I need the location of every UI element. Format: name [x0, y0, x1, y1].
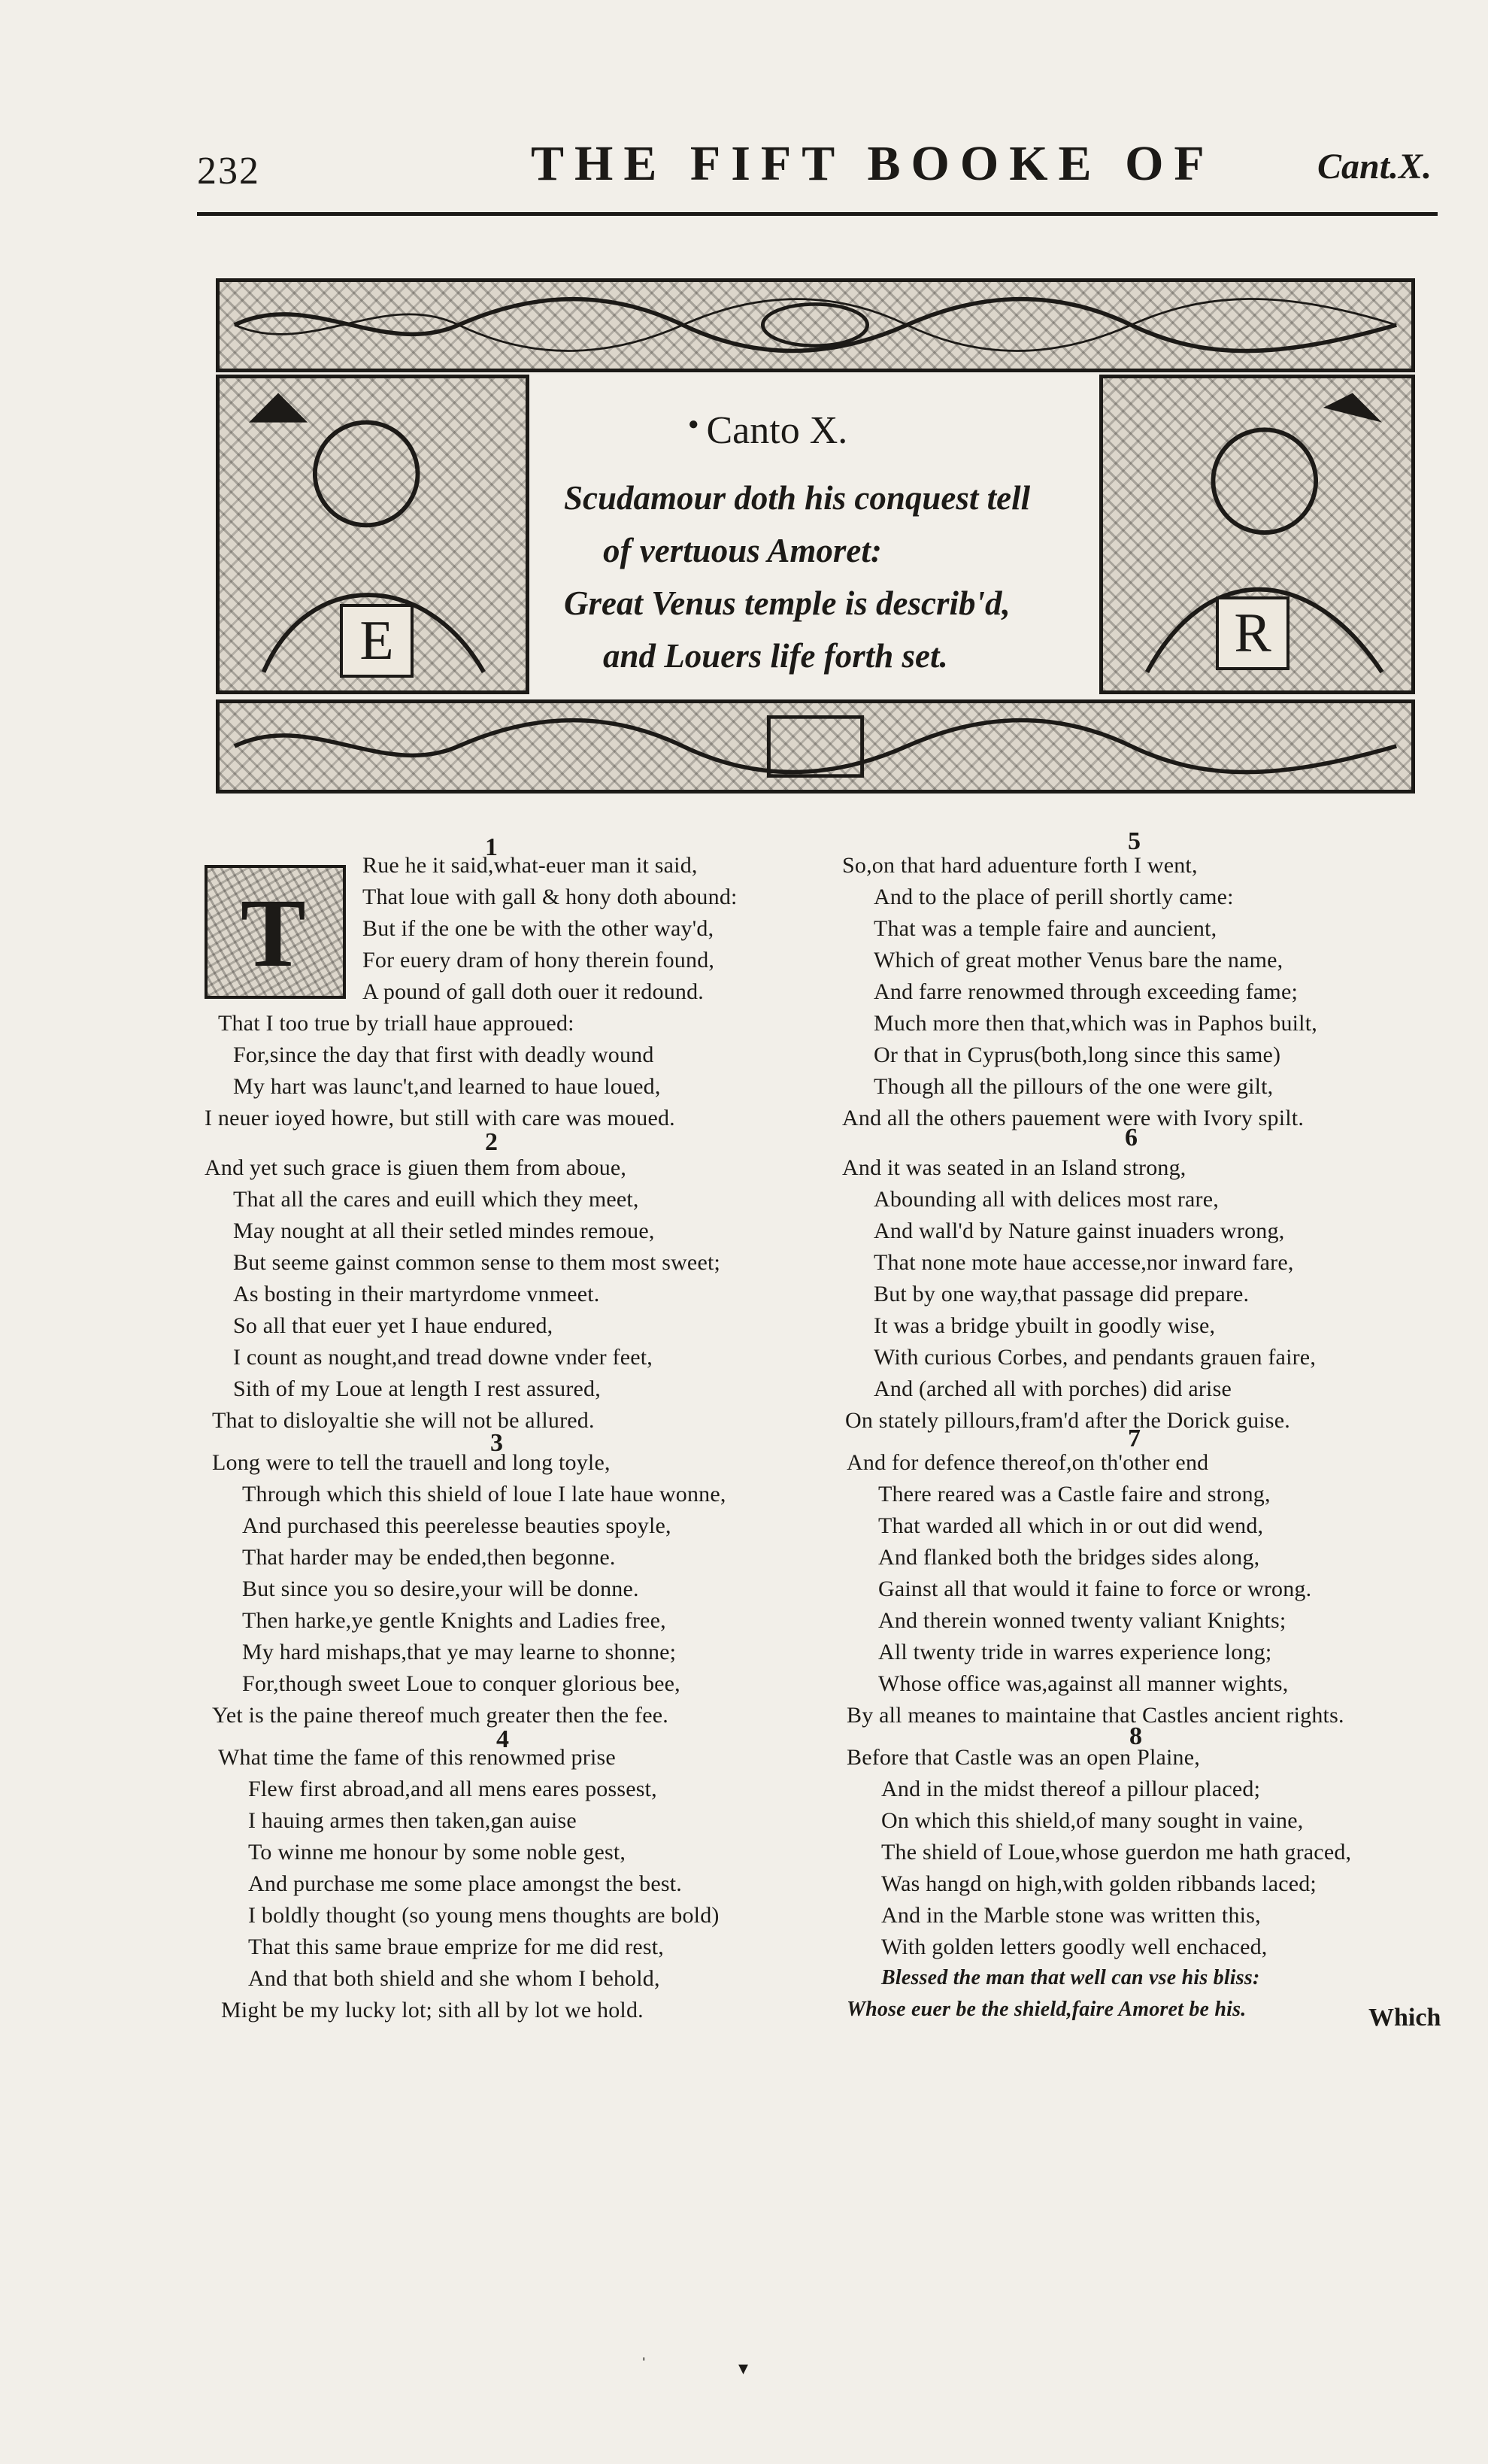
verse-line: I count as nought,and tread downe vnder feet, — [233, 1345, 653, 1370]
scroll-vine-ornament — [220, 282, 1411, 369]
verse-line: All twenty tride in warres experience long; — [878, 1640, 1272, 1664]
verse-line: But seeme gainst common sense to them most sweet; — [233, 1250, 721, 1275]
stanza-number: 1 — [485, 833, 498, 861]
verse-line: And purchased this peerelesse beauties spoyle, — [242, 1513, 671, 1538]
verse-line: What time the fame of this renowmed prise — [218, 1745, 616, 1770]
ornament-initial-left: E — [340, 604, 414, 678]
verse-line: And that both shield and she whom I behold, — [248, 1966, 660, 1991]
verse-line: A pound of gall doth ouer it redound. — [362, 979, 705, 1004]
running-title: THE FIFT BOOKE OF — [531, 136, 1215, 191]
verse-line: And for defence thereof,on th'other end — [847, 1450, 1209, 1475]
verse-line: That was a temple faire and auncient, — [874, 916, 1217, 941]
verse-line: But by one way,that passage did prepare. — [874, 1282, 1250, 1306]
drop-cap — [205, 865, 346, 999]
verse-line: Through which this shield of loue I late haue wonne, — [242, 1482, 726, 1507]
ornament-left-panel — [216, 375, 529, 694]
verse-line: Sith of my Loue at length I rest assured, — [233, 1376, 601, 1401]
ornament-right-panel — [1099, 375, 1415, 694]
verse-line: Flew first abroad,and all mens eares possest, — [248, 1777, 657, 1801]
catchword: Which — [1368, 2004, 1441, 2032]
verse-line: Was hangd on high,with golden ribbands laced; — [881, 1871, 1317, 1896]
verse-line: So,on that hard aduenture forth I went, — [842, 853, 1198, 878]
verse-line: On stately pillours,fram'd after the Dorick guise. — [845, 1408, 1290, 1433]
verse-line: For,since the day that first with deadly wound — [233, 1042, 654, 1067]
verse-line: And flanked both the bridges sides along, — [878, 1545, 1260, 1570]
verse-line: And all the others pauement were with Ivory spilt. — [842, 1106, 1305, 1130]
verse-line: That all the cares and euill which they meet, — [233, 1187, 639, 1212]
verse-line: Gainst all that would it faine to force or wrong. — [878, 1576, 1312, 1601]
argument-line: and Louers life forth set. — [603, 637, 948, 675]
ornament-top-band — [216, 278, 1415, 372]
verse-line: For euery dram of hony therein found, — [362, 948, 715, 973]
argument-line: Scudamour doth his conquest tell — [564, 479, 1031, 517]
verse-line: And it was seated in an Island strong, — [842, 1155, 1186, 1180]
verse-line: I hauing armes then taken,gan auise — [248, 1808, 577, 1833]
verse-line: And yet such grace is giuen them from aboue, — [205, 1155, 627, 1180]
drop-cap-letter: T — [241, 879, 306, 988]
verse-line: Whose office was,against all manner wights, — [878, 1671, 1289, 1696]
verse-line: Rue he it said,what-euer man it said, — [362, 853, 698, 878]
stanza-number: 4 — [496, 1725, 509, 1753]
stanza-number: 7 — [1128, 1425, 1141, 1452]
canto-title — [688, 408, 847, 453]
stanza-number: 3 — [490, 1429, 503, 1457]
motto-line: Whose euer be the shield,faire Amoret be his. — [847, 1998, 1247, 2021]
verse-line: As bosting in their martyrdome vnmeet. — [233, 1282, 600, 1306]
verse-line: With curious Corbes, and pendants grauen faire, — [874, 1345, 1317, 1370]
verse-line: And in the midst thereof a pillour placed; — [881, 1777, 1261, 1801]
verse-line: That I too true by triall haue approued: — [218, 1011, 574, 1036]
stanza-number: 2 — [485, 1128, 498, 1156]
printing-mark: ˈ — [641, 2354, 647, 2376]
verse-line: By all meanes to maintaine that Castles ancient rights. — [847, 1703, 1344, 1728]
canto-reference: Cant.X. — [1317, 147, 1432, 187]
verse-line: Yet is the paine thereof much greater then the fee. — [212, 1703, 668, 1728]
stanza-number: 5 — [1128, 827, 1141, 855]
verse-line: And wall'd by Nature gainst inuaders wrong, — [874, 1218, 1285, 1243]
verse-line: I neuer ioyed howre, but still with care was moued. — [205, 1106, 675, 1130]
stanza-number: 8 — [1129, 1722, 1142, 1750]
verse-line: My hard mishaps,that ye may learne to shonne; — [242, 1640, 677, 1664]
verse-line: For,though sweet Loue to conquer glorious bee, — [242, 1671, 680, 1696]
verse-line: And purchase me some place amongst the best. — [248, 1871, 682, 1896]
verse-line: On which this shield,of many sought in vaine, — [881, 1808, 1304, 1833]
verse-line: That loue with gall & hony doth abound: — [362, 885, 738, 909]
ornament-bottom-band — [216, 699, 1415, 794]
printing-mark: ▾ — [738, 2357, 749, 2379]
verse-line: It was a bridge ybuilt in goodly wise, — [874, 1313, 1216, 1338]
verse-line: But if the one be with the other way'd, — [362, 916, 714, 941]
verse-line: So all that euer yet I haue endured, — [233, 1313, 553, 1338]
verse-line: That none mote haue accesse,nor inward fare, — [874, 1250, 1294, 1275]
verse-line: And farre renowmed through exceeding fame; — [874, 979, 1299, 1004]
page-number: 232 — [197, 150, 260, 193]
motto-line: Blessed the man that well can vse his bliss: — [881, 1966, 1260, 1989]
verse-line: That warded all which in or out did wend, — [878, 1513, 1264, 1538]
verse-line: Might be my lucky lot; sith all by lot we hold. — [221, 1998, 644, 2022]
verse-line: Much more then that,which was in Paphos built, — [874, 1011, 1317, 1036]
verse-line: And in the Marble stone was written this, — [881, 1903, 1261, 1928]
verse-line: I boldly thought (so young mens thoughts are bold) — [248, 1903, 720, 1928]
verse-line: Then harke,ye gentle Knights and Ladies free, — [242, 1608, 666, 1633]
verse-line: Abounding all with delices most rare, — [874, 1187, 1219, 1212]
verse-line: There reared was a Castle faire and strong, — [878, 1482, 1271, 1507]
verse-line: That harder may be ended,then begonne. — [242, 1545, 616, 1570]
verse-line: My hart was launc't,and learned to haue loued, — [233, 1074, 661, 1099]
verse-line: Or that in Cyprus(both,long since this same) — [874, 1042, 1281, 1067]
argument-line: Great Venus temple is describ'd, — [564, 584, 1011, 622]
verse-line: Long were to tell the trauell and long toyle, — [212, 1450, 611, 1475]
verse-line: With golden letters goodly well enchaced, — [881, 1934, 1268, 1959]
verse-line: Which of great mother Venus bare the name, — [874, 948, 1283, 973]
verse-line: Before that Castle was an open Plaine, — [847, 1745, 1200, 1770]
ornament-initial-right: R — [1216, 596, 1289, 670]
verse-line: And to the place of perill shortly came: — [874, 885, 1234, 909]
verse-line: And therein wonned twenty valiant Knights; — [878, 1608, 1286, 1633]
header-rule — [197, 212, 1438, 216]
verse-line: That to disloyaltie she will not be allured. — [212, 1408, 595, 1433]
scroll-vine-ornament — [220, 703, 1411, 790]
verse-line: That this same braue emprize for me did rest, — [248, 1934, 664, 1959]
stanza-number: 6 — [1125, 1124, 1138, 1152]
verse-line: Though all the pillours of the one were gilt, — [874, 1074, 1274, 1099]
verse-line: But since you so desire,your will be donne. — [242, 1576, 639, 1601]
canto-title-text: Canto X. — [706, 409, 848, 452]
canto-argument-box — [534, 375, 1096, 694]
verse-line: May nought at all their setled mindes remoue, — [233, 1218, 655, 1243]
verse-line: To winne me honour by some noble gest, — [248, 1840, 626, 1865]
verse-line: The shield of Loue,whose guerdon me hath graced, — [881, 1840, 1352, 1865]
bullet-icon: ● — [688, 414, 699, 434]
argument-line: of vertuous Amoret: — [603, 532, 882, 569]
verse-line: And (arched all with porches) did arise — [874, 1376, 1232, 1401]
